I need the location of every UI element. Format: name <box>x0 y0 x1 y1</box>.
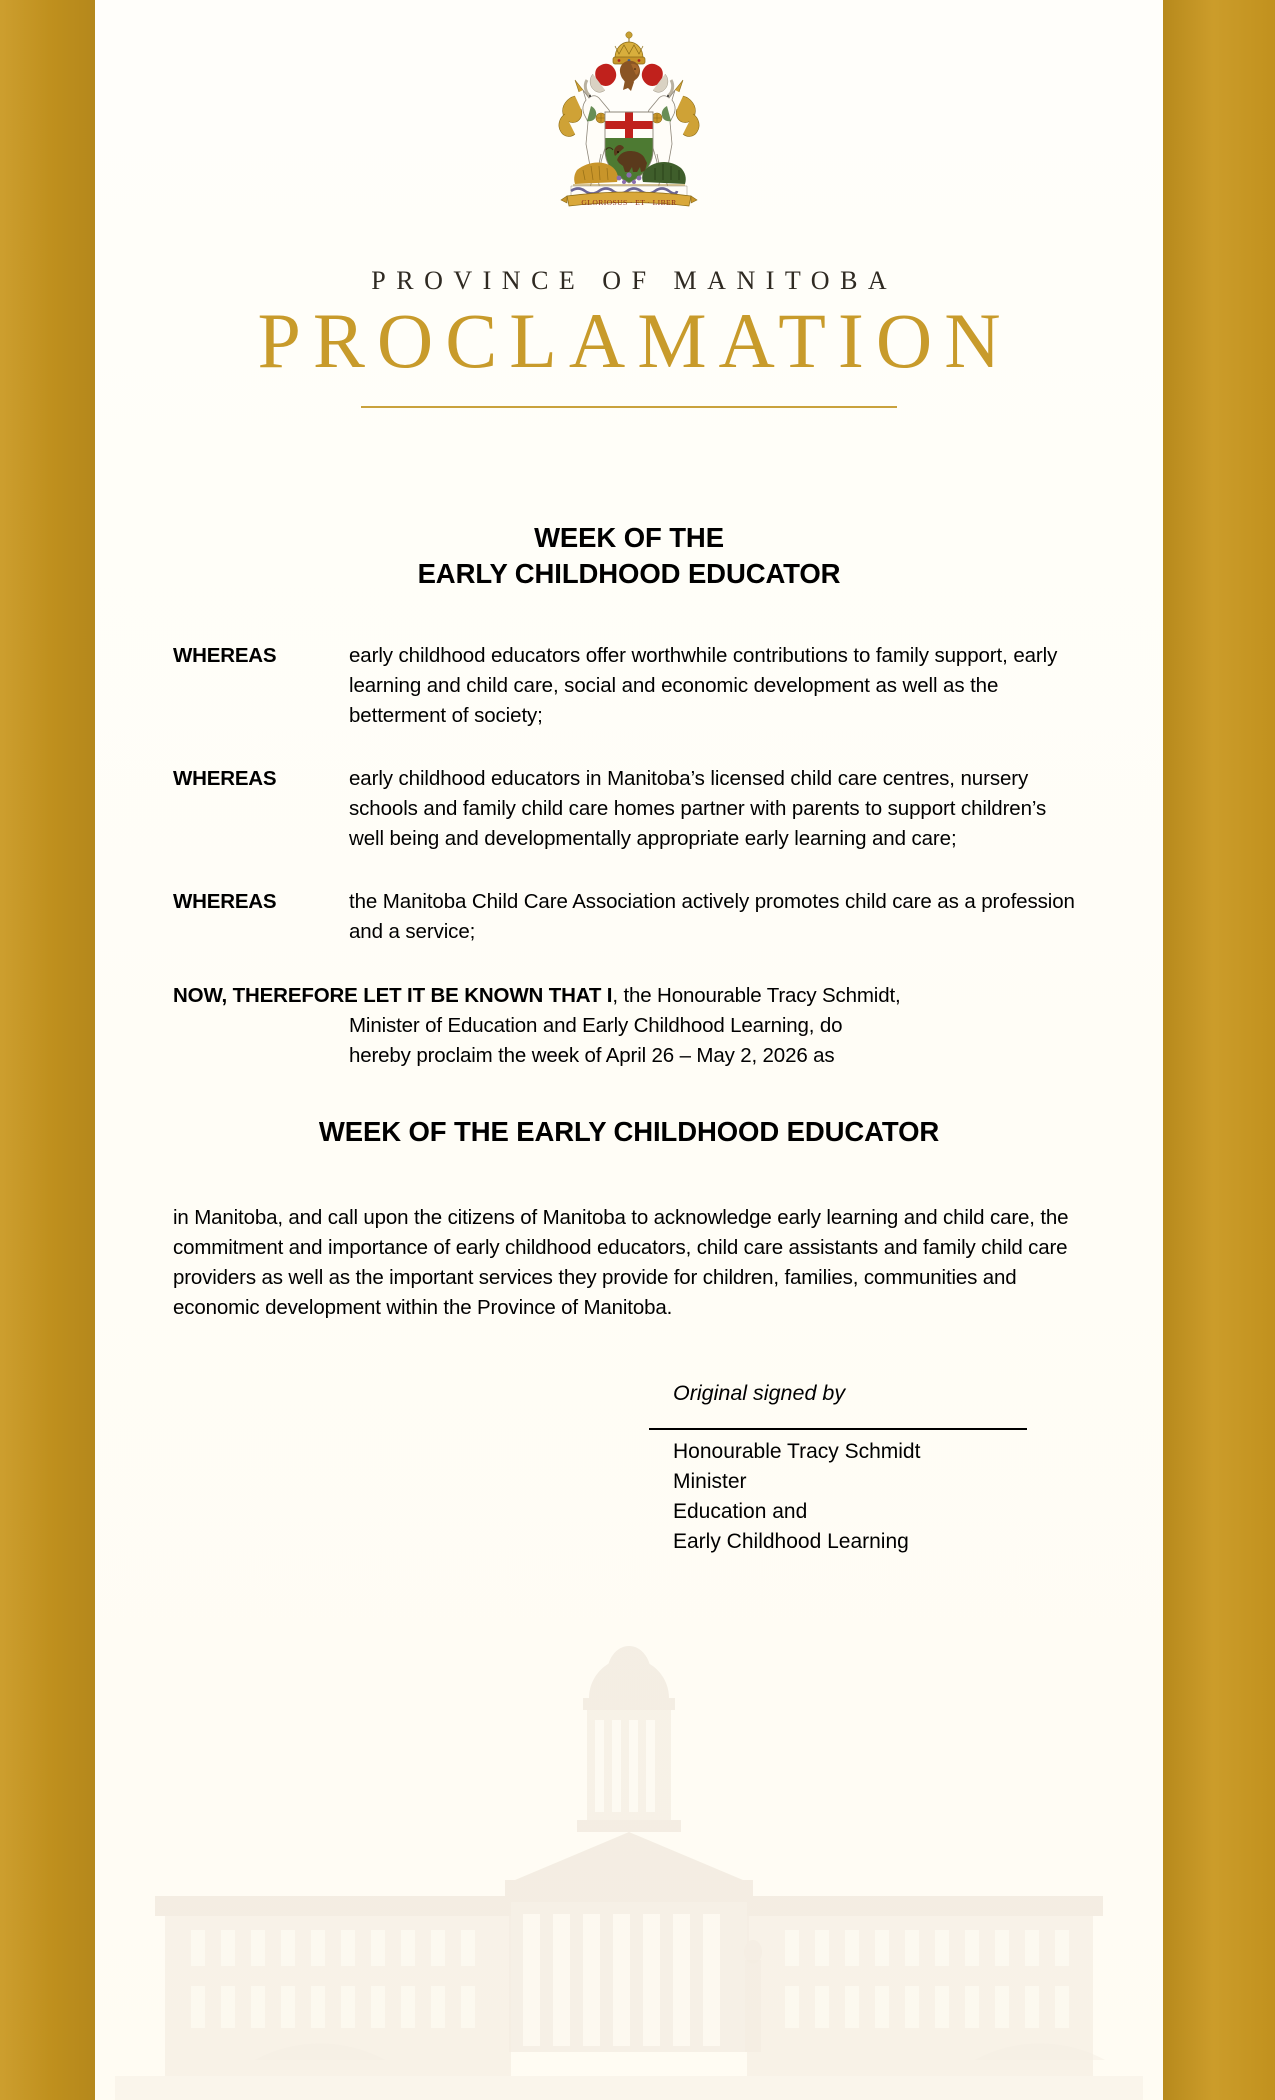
signature-line <box>649 1428 1027 1430</box>
proclamation-page <box>95 0 1163 2100</box>
therefore-lead: NOW, THEREFORE LET IT BE KNOWN THAT I <box>173 983 613 1007</box>
whereas-clause <box>173 764 1085 854</box>
crest-container <box>95 28 1163 210</box>
signatory-details <box>649 1437 1085 1556</box>
whereas-clauses <box>173 641 1085 948</box>
whereas-text: the Manitoba Child Care Association actively promotes child care as a profession and a service; <box>349 890 1075 944</box>
therefore-first-line-rest: , the Honourable Tracy Schmidt, <box>612 983 901 1007</box>
subject-title <box>173 520 1085 593</box>
whereas-text: early childhood educators in Manitoba’s licensed child care centres, nursery schools and family child care homes partner with parents to support children’s well being and developmentally appropriate early learning and care; <box>349 766 1047 851</box>
whereas-clause <box>173 887 1085 947</box>
subject-title-line-2: EARLY CHILDHOOD EDUCATOR <box>417 558 841 590</box>
subject-title-line-1: WEEK OF THE <box>534 522 724 553</box>
legislative-building-watermark <box>95 1630 1163 2100</box>
whereas-text: early childhood educators offer worthwhile contributions to family support, early learning and child care, social and economic development as well as the betterment of society; <box>349 643 1058 727</box>
gold-border-left <box>0 0 95 2100</box>
signature-block <box>173 1381 1085 1556</box>
whereas-clause <box>173 641 1085 731</box>
whereas-label: WHEREAS <box>173 766 277 790</box>
page-title: PROCLAMATION <box>257 297 1013 384</box>
closing-paragraph: in Manitoba, and call upon the citizens of Manitoba to acknowledge early learning and child care, the commitment and importance of early childhood educators, child care assistants and family child care providers as well as the important services they provide for children, families, communities and economic development within the Province of Manitoba. <box>173 1205 1069 1320</box>
proclamation-body <box>173 520 1085 1557</box>
title-divider <box>361 406 897 408</box>
therefore-line-2: Minister of Education and Early Childhood Learning, do <box>349 1013 843 1037</box>
signatory-department-line-1: Education and <box>673 1500 808 1524</box>
province-label: PROVINCE OF MANITOBA <box>371 266 898 295</box>
signatory-name: Honourable Tracy Schmidt <box>673 1440 921 1464</box>
manitoba-coat-of-arms-icon <box>543 28 715 210</box>
therefore-clause <box>173 981 1085 1071</box>
proclaimed-subject-title: WEEK OF THE EARLY CHILDHOOD EDUCATOR <box>318 1115 940 1147</box>
whereas-label: WHEREAS <box>173 643 277 667</box>
therefore-line-3: hereby proclaim the week of April 26 – May 2, 2026 as <box>349 1043 835 1067</box>
gold-border-right <box>1163 0 1275 2100</box>
signatory-role: Minister <box>673 1470 747 1494</box>
original-signed-by-note: Original signed by <box>673 1381 846 1406</box>
crest-motto-text: GLORIOSUS · ET · LIBER <box>581 198 677 207</box>
signatory-department-line-2: Early Childhood Learning <box>673 1529 909 1553</box>
whereas-label: WHEREAS <box>173 890 277 914</box>
